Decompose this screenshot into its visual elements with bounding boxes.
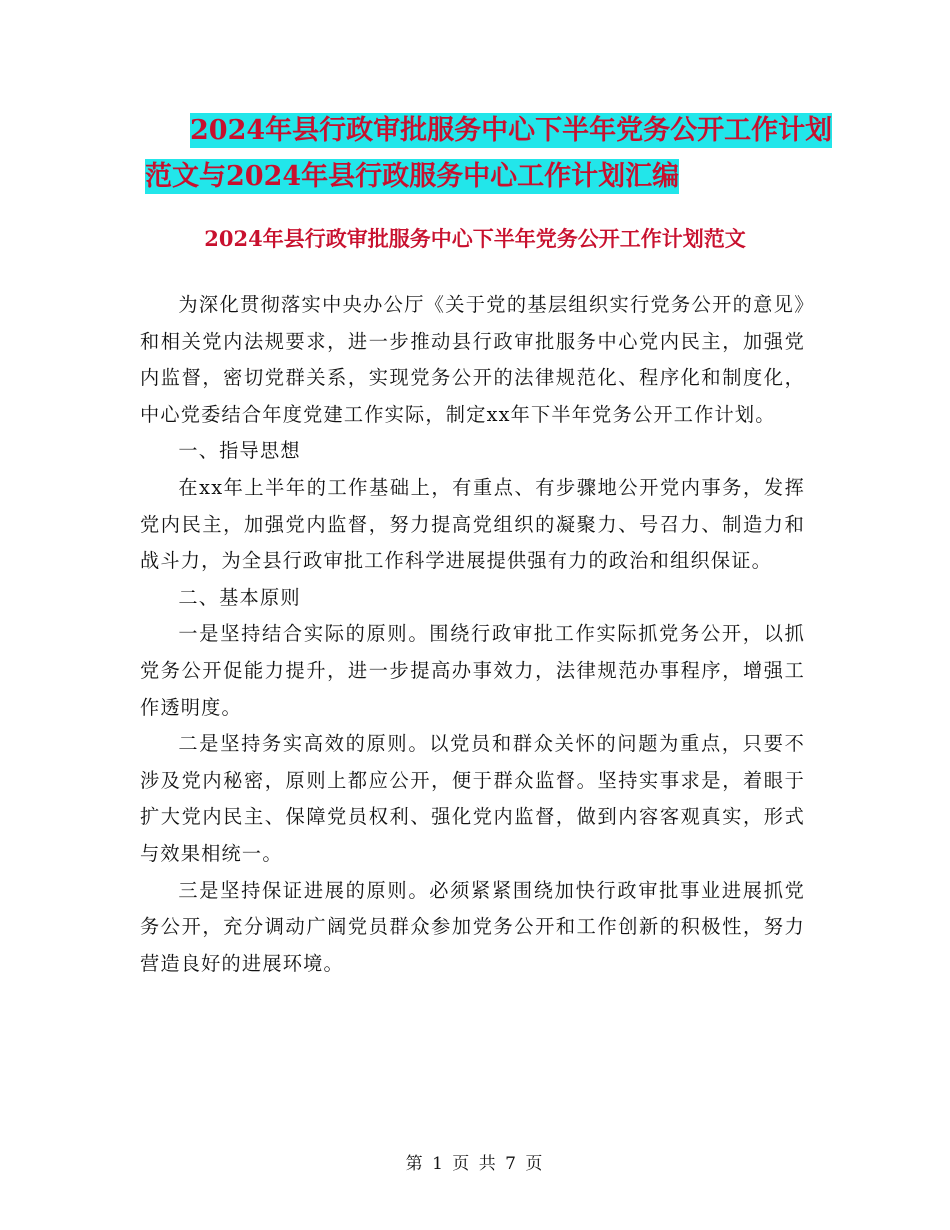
heading-basic-principles: 二、基本原则 <box>178 585 301 609</box>
document-title <box>130 108 833 200</box>
paragraph-principle-1: 一是坚持结合实际的原则。围绕行政审批工作实际抓党务公开，以抓党务公开促能力提升，进一步提高办事效力，法律规范办事程序，增强工作透明度。 <box>140 622 805 719</box>
document-title-line-1: 2024年县行政审批服务中心下半年党务公开工作计划 <box>190 115 833 146</box>
paragraph-intro: 为深化贯彻落实中央办公厅《关于党的基层组织实行党务公开的意见》和相关党内法规要求，进一步推动县行政审批服务中心党内民主，加强党内监督，密切党群关系，实现党务公开的法律规范化、程序化和制度化，中心党委结合年度党建工作实际，制定xx年下半年党务公开工作计划。 <box>140 293 805 426</box>
paragraph-principle-2: 二是坚持务实高效的原则。以党员和群众关怀的问题为重点，只要不涉及党内秘密，原则上都应公开，便于群众监督。坚持实事求是，着眼于扩大党内民主、保障党员权利、强化党内监督，做到内容客观真实，形式与效果相统一。 <box>140 732 805 865</box>
paragraph-principle-3: 三是坚持保证进展的原则。必须紧紧围绕加快行政审批事业进展抓党务公开，充分调动广阔党员群众参加党务公开和工作创新的积极性，努力营造良好的进展环境。 <box>140 878 805 975</box>
section-title: 2024年县行政审批服务中心下半年党务公开工作计划范文 <box>204 226 746 251</box>
page-footer: 第 1 页 共 7 页 <box>405 1154 545 1174</box>
paragraph-guiding-ideology: 在xx年上半年的工作基础上，有重点、有步骤地公开党内事务，发挥党内民主，加强党内监督，努力提高党组织的凝聚力、号召力、制造力和战斗力，为全县行政审批工作科学进展提供强有力的政治和组织保证。 <box>140 475 805 573</box>
document-body <box>140 287 805 982</box>
heading-guiding-ideology: 一、指导思想 <box>178 439 301 463</box>
document-title-line-2: 范文与2024年县行政服务中心工作计划汇编 <box>145 161 680 192</box>
